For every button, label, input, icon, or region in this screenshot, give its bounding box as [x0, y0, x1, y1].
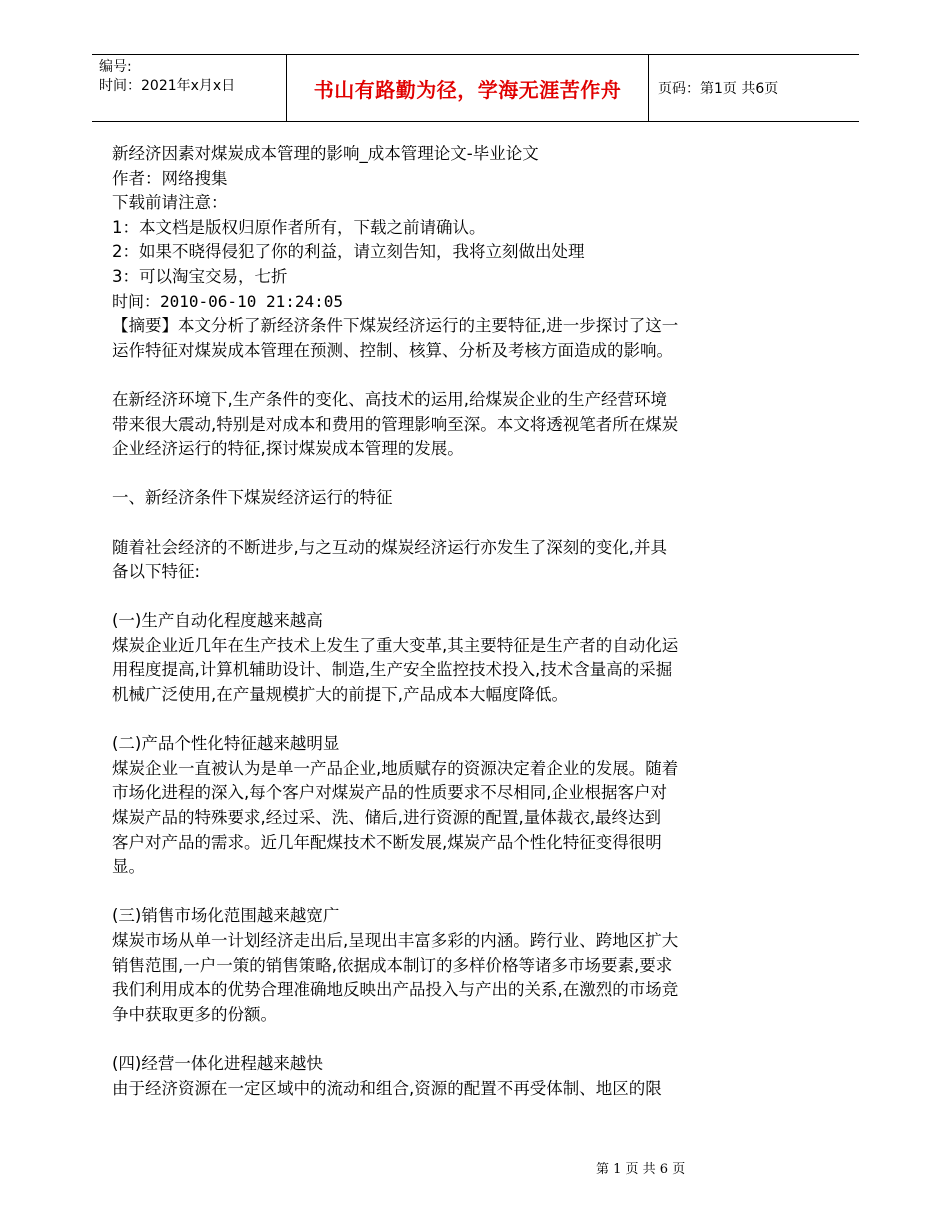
paragraph-line: 市场化进程的深入,每个客户对煤炭产品的性质要求不尽相同,企业根据客户对: [112, 783, 667, 803]
document-time-label: 时间：2021年x月x日: [99, 78, 236, 94]
paragraph-line: 销售范围,一户一策的销售策略,依据成本制订的多样价格等诸多市场要素,要求: [112, 955, 673, 975]
page-footer: 第 1 页 共 6 页: [596, 1162, 686, 1177]
subsection-heading: (一)生产自动化程度越来越高: [112, 611, 323, 631]
paragraph-line: 煤炭企业一直被认为是单一产品企业,地质赋存的资源决定着企业的发展。随着: [112, 758, 679, 778]
section-heading: 一、新经济条件下煤炭经济运行的特征: [112, 488, 393, 508]
intro-line: 带来很大震动,特别是对成本和费用的管理影响至深。本文将透视笔者所在煤炭: [112, 414, 679, 434]
paragraph-line: 客户对产品的需求。近几年配煤技术不断发展,煤炭产品个性化特征变得很明: [112, 832, 662, 852]
subsection-heading: (二)产品个性化特征越来越明显: [112, 734, 340, 754]
time-line: 时间：2010-06-10 21:24:05: [112, 291, 344, 311]
paragraph-line: 我们利用成本的优势合理准确地反映出产品投入与产出的关系,在激烈的市场竞: [112, 980, 679, 1000]
paragraph-line: 争中获取更多的份额。: [112, 1004, 277, 1024]
notice-title: 下载前请注意：: [112, 193, 228, 213]
notice-item: 3：可以淘宝交易，七折: [112, 266, 288, 286]
abstract-line: 【摘要】本文分析了新经济条件下煤炭经济运行的主要特征,进一步探讨了这一: [112, 316, 679, 336]
header-meta: [92, 55, 286, 121]
paragraph-line: 煤炭企业近几年在生产技术上发生了重大变革,其主要特征是生产者的自动化运: [112, 635, 679, 655]
document-title: 新经济因素对煤炭成本管理的影响_成本管理论文-毕业论文: [112, 144, 539, 163]
paragraph-line: 备以下特征:: [112, 562, 201, 582]
paragraph-line: 机械广泛使用,在产量规模扩大的前提下,产品成本大幅度降低。: [112, 685, 568, 705]
paragraph-line: 随着社会经济的不断进步,与之互动的煤炭经济运行亦发生了深刻的变化,并具: [112, 537, 667, 557]
document-body: [112, 142, 762, 1101]
header-motto: 书山有路勤为径，学海无涯苦作舟: [286, 55, 649, 121]
paragraph-line: 显。: [112, 857, 145, 877]
paragraph-line: 由于经济资源在一定区域中的流动和组合,资源的配置不再受体制、地区的限: [112, 1078, 662, 1098]
page-header: [92, 54, 859, 122]
notice-item: 2：如果不晓得侵犯了你的利益，请立刻告知，我将立刻做出处理: [112, 242, 585, 262]
paragraph-line: 煤炭市场从单一计划经济走出后,呈现出丰富多彩的内涵。跨行业、跨地区扩大: [112, 931, 679, 950]
intro-line: 企业经济运行的特征,探讨煤炭成本管理的发展。: [112, 439, 464, 459]
notice-item: 1：本文档是版权归原作者所有，下载之前请确认。: [112, 217, 486, 237]
author-line: 作者：网络搜集: [112, 168, 228, 188]
paragraph-line: 煤炭产品的特殊要求,经过采、洗、储后,进行资源的配置,量体裁衣,最终达到: [112, 808, 661, 828]
subsection-heading: (三)销售市场化范围越来越宽广: [112, 906, 340, 926]
document-number-label: 编号:: [99, 59, 132, 75]
header-page-info: 页码：第1页 共6页: [658, 81, 779, 97]
paragraph-line: 用程度提高,计算机辅助设计、制造,生产安全监控技术投入,技术含量高的采掘: [112, 660, 673, 680]
intro-line: 在新经济环境下,生产条件的变化、高技术的运用,给煤炭企业的生产经营环境: [112, 389, 667, 409]
subsection-heading: (四)经营一体化进程越来越快: [112, 1053, 323, 1073]
abstract-line: 运作特征对煤炭成本管理在预测、控制、核算、分析及考核方面造成的影响。: [112, 340, 673, 360]
